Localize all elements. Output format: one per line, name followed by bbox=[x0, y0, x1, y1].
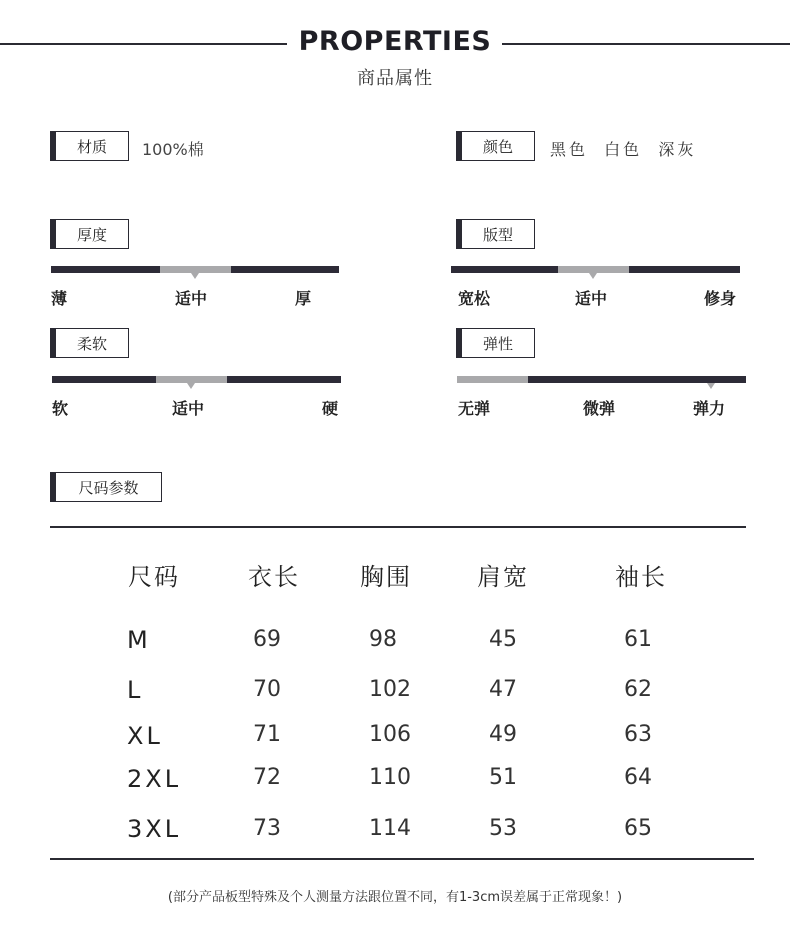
page-title: PROPERTIES bbox=[298, 26, 492, 57]
thickness-scale bbox=[51, 266, 339, 273]
softness-option-hard: 硬 bbox=[322, 399, 339, 418]
table-cell: 73 bbox=[253, 816, 281, 841]
col-header-sleeve: 袖长 bbox=[615, 563, 667, 591]
table-cell: 2XL bbox=[127, 765, 182, 793]
table-cell: 98 bbox=[369, 627, 397, 652]
table-cell: 65 bbox=[624, 816, 652, 841]
table-cell: 47 bbox=[489, 677, 517, 702]
table-cell: 51 bbox=[489, 765, 517, 790]
thickness-scale-highlight bbox=[160, 266, 231, 273]
size-section-tag: 尺码参数 bbox=[50, 472, 162, 502]
fit-tag: 版型 bbox=[456, 219, 535, 249]
softness-tag: 柔软 bbox=[50, 328, 129, 358]
softness-option-medium: 适中 bbox=[172, 399, 205, 418]
table-cell: 62 bbox=[624, 677, 652, 702]
material-tag: 材质 bbox=[50, 131, 129, 161]
table-cell: 63 bbox=[624, 722, 652, 747]
size-table-top-rule bbox=[50, 526, 746, 528]
table-cell: 49 bbox=[489, 722, 517, 747]
col-header-size: 尺码 bbox=[128, 563, 180, 591]
elasticity-option-strong: 弹力 bbox=[693, 399, 726, 418]
size-table-bottom-rule bbox=[50, 858, 754, 860]
thickness-tag: 厚度 bbox=[50, 219, 129, 249]
table-cell: 61 bbox=[624, 627, 652, 652]
elasticity-tag: 弹性 bbox=[456, 328, 535, 358]
table-cell: 64 bbox=[624, 765, 652, 790]
thickness-option-medium: 适中 bbox=[175, 289, 208, 308]
color-value: 黑色 白色 深灰 bbox=[550, 140, 697, 159]
elasticity-option-none: 无弹 bbox=[458, 399, 491, 418]
table-cell: 102 bbox=[369, 677, 411, 702]
fit-scale-pointer bbox=[589, 273, 597, 279]
col-header-shoulder: 肩宽 bbox=[477, 563, 529, 591]
table-cell: 53 bbox=[489, 816, 517, 841]
table-cell: 70 bbox=[253, 677, 281, 702]
table-cell: 45 bbox=[489, 627, 517, 652]
elasticity-scale-highlight bbox=[457, 376, 528, 383]
fit-scale bbox=[451, 266, 740, 273]
table-cell: 3XL bbox=[127, 815, 182, 843]
thickness-scale-pointer bbox=[191, 273, 199, 279]
table-cell: L bbox=[127, 676, 144, 704]
elasticity-option-slight: 微弹 bbox=[583, 399, 616, 418]
fit-option-slim: 修身 bbox=[704, 289, 737, 308]
page-subtitle: 商品属性 bbox=[357, 68, 433, 89]
table-cell: M bbox=[127, 626, 151, 654]
footnote: (部分产品板型特殊及个人测量方法跟位置不同，有1-3cm误差属于正常现象！) bbox=[167, 890, 623, 905]
elasticity-scale bbox=[457, 376, 746, 383]
softness-scale bbox=[52, 376, 341, 383]
table-cell: 110 bbox=[369, 765, 411, 790]
elasticity-scale-pointer bbox=[707, 383, 715, 389]
softness-option-soft: 软 bbox=[52, 399, 69, 418]
table-cell: 106 bbox=[369, 722, 411, 747]
fit-option-loose: 宽松 bbox=[458, 289, 491, 308]
table-cell: 114 bbox=[369, 816, 411, 841]
softness-scale-pointer bbox=[187, 383, 195, 389]
table-cell: XL bbox=[127, 722, 163, 750]
fit-scale-highlight bbox=[558, 266, 629, 273]
thickness-option-thin: 薄 bbox=[51, 289, 68, 308]
softness-scale-highlight bbox=[156, 376, 227, 383]
material-value: 100%棉 bbox=[142, 140, 204, 159]
fit-option-medium: 适中 bbox=[575, 289, 608, 308]
col-header-length: 衣长 bbox=[248, 563, 300, 591]
table-cell: 72 bbox=[253, 765, 281, 790]
color-tag: 颜色 bbox=[456, 131, 535, 161]
table-cell: 69 bbox=[253, 627, 281, 652]
col-header-chest: 胸围 bbox=[360, 563, 412, 591]
table-cell: 71 bbox=[253, 722, 281, 747]
thickness-option-thick: 厚 bbox=[295, 289, 312, 308]
